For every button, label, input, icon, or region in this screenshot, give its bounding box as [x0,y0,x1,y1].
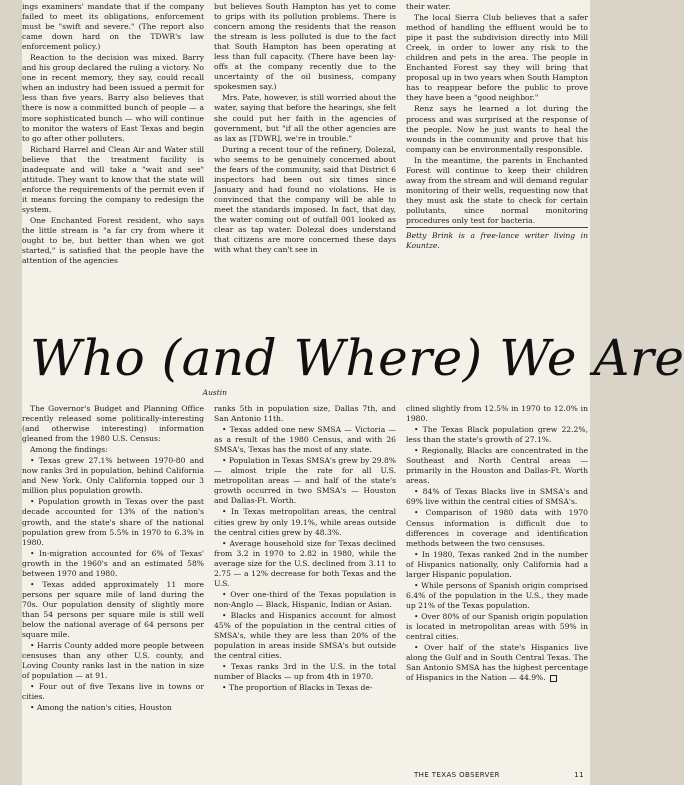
census-article-columns [22,404,590,756]
article-headline: Who (and Where) We Are [30,329,684,387]
bottom-column-3 [406,404,588,756]
list-item: • Blacks and Hispanics account for almost 45% of the population in the central cities of SMSA's, while they are less than 20% of the population in areas inside SMSA's but outside the central cities. [214,610,396,661]
top-column-1 [22,2,204,332]
paragraph: The local Sierra Club believes that a safer method of handling the effluent would be to pipe it past the subdivision directly into Mill Creek, in order to lower any risk to the children and pets in the area. The people in Enchanted Forest say they will bring that proposal up in two years when South Hampton has to reappear before the public to prove they have been a "good neighbor." [406,13,588,103]
author-byline: Betty Brink is a free-lance writer living in Kountze. [406,227,588,251]
list-item: • While persons of Spanish origin comprised 6.4% of the population in the U.S., they made up 21% of the Texas population. [406,580,588,610]
paragraph: Mrs. Pate, however, is still worried about the water, saying that before the hearings, she felt she could put her faith in the agencies of government, but "if all the other agencies are as lax as [TDWR], we're in trouble." [214,93,396,143]
list-item: • Regionally, Blacks are concentrated in the Southeast and North Central areas — primarily in the Houston and Dallas-Ft. Worth areas. [406,446,588,486]
paragraph: In the meantime, the parents in Enchanted Forest will continue to keep their children away from the stream and will demand regular monitoring of their wells, requesting now that they must ask the state to check for certain pollutants, since normal monitoring procedures only test for bacteria. [406,155,588,225]
paragraph: The Governor's Budget and Planning Office recently released some politically-interesting (and otherwise interesting) information gleaned from the 1980 U.S. Census: [22,404,204,444]
list-item: • Comparison of 1980 data with 1970 Census information is difficult due to differences in coverage and identification methods between the two censuses. [406,508,588,548]
end-mark-icon [550,675,557,682]
list-item: • Texas added one new SMSA — Victoria — as a result of the 1980 Census, and with 26 SMSA's, Texas has the most of any state. [214,425,396,455]
paragraph: Richard Harrel and Clean Air and Water still believe that the treatment facility is inadequate and will take a "wait and see" attitude. They want to know that the state will enforce the requirements of the permit even if it means forcing the company to redesign the system. [22,144,204,214]
list-item: • In Texas metropolitan areas, the central cities grew by only 19.1%, while areas outside the central cities grew by 48.3%. [214,507,396,537]
bottom-column-2 [214,404,396,756]
paragraph: ings examiners' mandate that if the company failed to meet its obligations, enforcement must be "swift and severe." (The report also came down hard on the TDWR's law enforcement policy.) [22,2,204,52]
top-column-2 [214,2,396,332]
list-item: • Harris County added more people between censuses than any other U.S. county, and Loving County ranks last in the nation in size of population — at 91. [22,641,204,681]
paragraph: Renz says he learned a lot during the process and was surprised at the response of the people. Now he just wants to heal the wounds in the community and prove that his company can be environmentally responsible. [406,104,588,154]
page-number: 11 [574,771,584,779]
paragraph: clined slightly from 12.5% in 1970 to 12.0% in 1980. [406,404,588,424]
publication-name: THE TEXAS OBSERVER [414,771,500,779]
magazine-page [22,0,684,785]
paragraph: One Enchanted Forest resident, who says the little stream is "a far cry from where it ought to be, but better than when we got started," is satisfied that the people have the attention of the agencies [22,215,204,266]
list-item: • Over 80% of our Spanish origin population is located in metropolitan areas with 59% in central cities. [406,611,588,642]
list-item: • In 1980, Texas ranked 2nd in the number of Hispanics nationally, only California had a larger Hispanic population. [406,549,588,579]
top-column-3 [406,2,588,332]
list-item: • Average household size for Texas declined from 3.2 in 1970 to 2.82 in 1980, while the average size for the U.S. declined from 3.11 to 2.75 — a 12% decrease for both Texas and the U.S. [214,538,396,588]
list-item: • 84% of Texas Blacks live in SMSA's and 69% live within the central cities of SMSA's. [406,487,588,507]
paragraph: their water. [406,2,451,11]
paragraph: ranks 5th in population size, Dallas 7th, and San Antonio 11th. [214,404,396,424]
bottom-column-1 [22,404,204,756]
paragraph: Among the findings: [30,445,108,455]
list-item: • Texas grew 27.1% between 1970-80 and now ranks 3rd in population, behind California and New York. Only California topped our 3 million plus population growth. [22,456,204,496]
paragraph: During a recent tour of the refinery, Dolezal, who seems to be genuinely concerned about the fears of the community, said that District 6 inspectors had been out six times since January and had found no violations. He is convinced that the company will be able to meet the standards imposed. In fact, that day, the water coming out of outfall 001 looked as clear as tap water. Dolezal does understand that citizens are more concerned these days with what they can't see in [214,144,396,255]
paragraph: Reaction to the decision was mixed. Barry and his group declared the ruling a victory. No one in recent memory, they say, could recall when an industry had been issued a permit for less than five years. Barry also believes that there is now a committed bunch of people — a more sophisticated bunch — who will continue to monitor the waters of East Texas and begin to go after other polluters. [22,53,204,143]
list-item: • Population in Texas SMSA's grew by 29.8% — almost triple the rate for all U.S. metropolitan areas — and half of the state's growth occurred in two SMSA's — Houston and Dallas-Ft. Worth. [214,456,396,506]
list-item: • Texas added approximately 11 more persons per square mile of land during the 70s. Our population density of slightly more than 54 persons per square mile is still well below the national average of 64 persons per square mile. [22,579,204,640]
list-item: • Over one-third of the Texas population is non-Anglo — Black, Hispanic, Indian or Asian. [214,589,396,609]
list-item: • In-migration accounted for 6% of Texas' growth in the 1960's and an estimated 58% between 1970 and 1980. [22,548,204,578]
dateline: Austin [202,388,227,397]
paragraph: but believes South Hampton has yet to come to grips with its pollution problems. There is concern among the residents that the reason the stream is less polluted is due to the fact that South Hampton has been operating at less than full capacity. (There have been lay-offs at the company recently due to the uncertainty of the oil business, company spokesmen say.) [214,2,396,92]
list-item: • Four out of five Texans live in towns or cities. [22,682,204,702]
list-item: • The Texas Black population grew 22.2%, less than the state's growth of 27.1%. [406,425,588,445]
list-item: • Texas ranks 3rd in the U.S. in the total number of Blacks — up from 4th in 1970. [214,662,396,682]
list-item: • Population growth in Texas over the past decade accounted for 13% of the nation's growth, and the state's share of the national population grew from 5.5% in 1970 to 6.3% in 1980. [22,497,204,547]
previous-article-columns [22,2,590,332]
list-item: • Over half of the state's Hispanics live along the Gulf and in South Central Texas. The San Antonio SMSA has the highest percentage of Hispanics in the Nation — 44.9%. [406,643,588,683]
page-footer [414,771,584,779]
list-item: • The proportion of Blacks in Texas de- [222,683,373,693]
list-item: • Among the nation's cities, Houston [30,703,172,713]
